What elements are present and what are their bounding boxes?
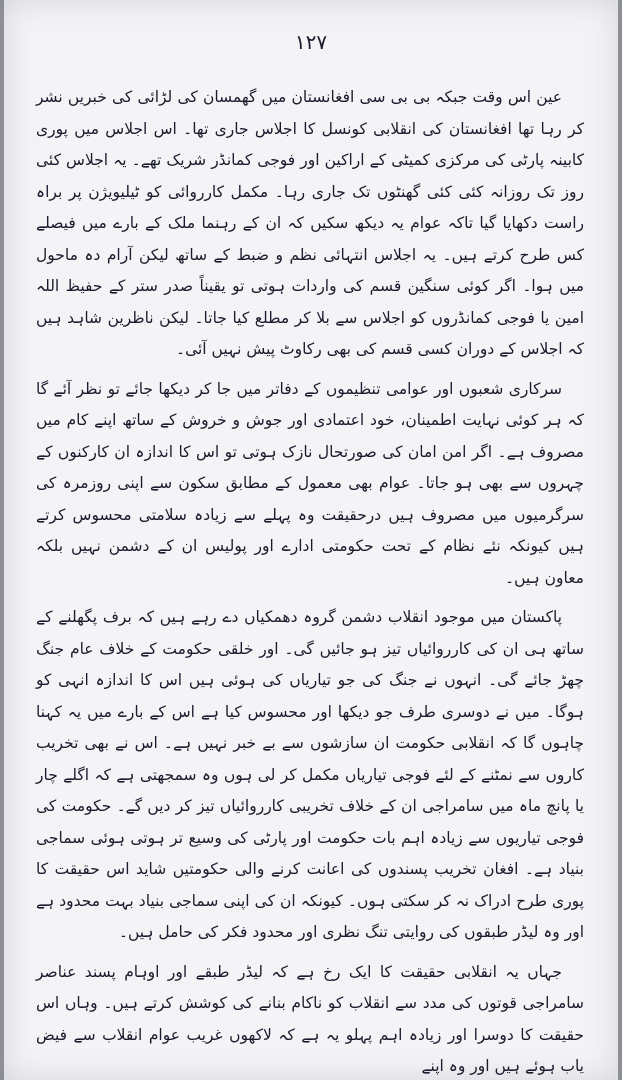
paragraph-1: عین اس وقت جبکہ بی بی سی افغانستان میں گھمسان کی لڑائی کی خبریں نشر کر رہا تھا افغانستان کی انقلابی کونسل کا اجلاس جاری تھا۔ اس اجلاس میں پوری کابینہ پارٹی کی مرکزی کمیٹی کے اراکین اور فوجی کمانڈر شریک تھے۔ یہ اجلاس کئی روز تک روزانہ کئی کئی گھنٹوں تک جاری رہا۔ مکمل کارروائی کو ٹیلیویژن پر براہ راست دکھایا گیا تاکہ عوام یہ دیکھ سکیں کہ ان کے رہنما ملک کے بارے میں فیصلے کس طرح کرتے ہیں۔ یہ اجلاس انتہائی نظم و ضبط کے ساتھ لیکن آرام دہ ماحول میں ہوا۔ اگر کوئی سنگین قسم کی واردات ہوتی تو یقیناً صدر ستر کے حفیظ اللہ امین یا فوجی کمانڈروں کو اجلاس سے بلا کر مطلع کیا جاتا۔ لیکن ناظرین شاہد ہیں کہ اجلاس کے دوران کسی قسم کی بھی رکاوٹ پیش نہیں آئی۔: [36, 88, 584, 358]
paragraph-2: سرکاری شعبوں اور عوامی تنظیموں کے دفاتر میں جا کر دیکھا جائے تو نظر آئے گا کہ ہر کوئی نہایت اطمینان، خود اعتمادی اور جوش و خروش کے ساتھ اپنے کام میں مصروف ہے۔ اگر امن امان کی صورتحال نازک ہوتی تو اس کا اندازہ ان کارکنوں کے چہروں سے بھی ہو جاتا۔ عوام بھی معمول کے مطابق سکون سے اپنی روزمرہ کی سرگرمیوں میں مصروف ہیں درحقیقت وہ پہلے سے زیادہ سلامتی محسوس کرتے ہیں کیونکہ نئے نظام کے تحت حکومتی ادارے اور پولیس ان کے دشمن نہیں بلکہ معاون ہیں۔: [36, 379, 584, 587]
paragraph-4: جہاں یہ انقلابی حقیقت کا ایک رخ ہے کہ لیڈر طبقے اور اوہام پسند عناصر سامراجی قوتوں کی مدد سے انقلاب کو ناکام بنانے کی کوشش کرتے ہیں۔ وہاں اس حقیقت کا دوسرا اور زیادہ اہم پہلو یہ ہے کہ لاکھوں غریب عوام انقلاب سے فیض یاب ہوئے ہیں اور وہ اپنے: [36, 962, 584, 1075]
page-body: [36, 82, 584, 1080]
page-number: ۱۲۷: [294, 30, 328, 54]
book-page: [4, 0, 618, 1080]
paragraph-3: پاکستان میں موجود انقلاب دشمن گروہ دھمکیاں دے رہے ہیں کہ برف پگھلنے کے ساتھ ہی ان کی کارروائیاں تیز ہو جائیں گی۔ اور خلقی حکومت کے خلاف عام جنگ چھڑ جائے گی۔ انہوں نے جنگ کی جو تیاریاں کی ہوئی ہیں اس کا اندازہ انہی کو ہوگا۔ میں نے دوسری طرف جو دیکھا اور محسوس کیا ہے اس کے بارے میں یہ کہنا چاہوں گا کہ انقلابی حکومت ان سازشوں سے بے خبر نہیں ہے۔ اس نے بھی تخریب کاروں سے نمٹنے کے لئے فوجی تیاریاں مکمل کر لی ہوں وہ سمجھتی ہے کہ اگلے چار یا پانچ ماہ میں سامراجی ان کے خلاف تخریبی کارروائیاں تیز کر دیں گے۔ حکومت کی فوجی تیاریوں سے زیادہ اہم بات حکومت اور پارٹی کی وسیع تر ہوتی ہوئی سماجی بنیاد ہے۔ افغان تخریب پسندوں کی اعانت کرنے والی حکومتیں شاید اس حقیقت کا پوری طرح ادراک نہ کر سکتی ہوں۔ کیونکہ ان کی اپنی سماجی بنیاد بہت محدود ہے اور وہ لیڈر طبقوں کی روایتی تنگ نظری اور محدود فکر کی حامل ہیں۔: [36, 608, 584, 941]
